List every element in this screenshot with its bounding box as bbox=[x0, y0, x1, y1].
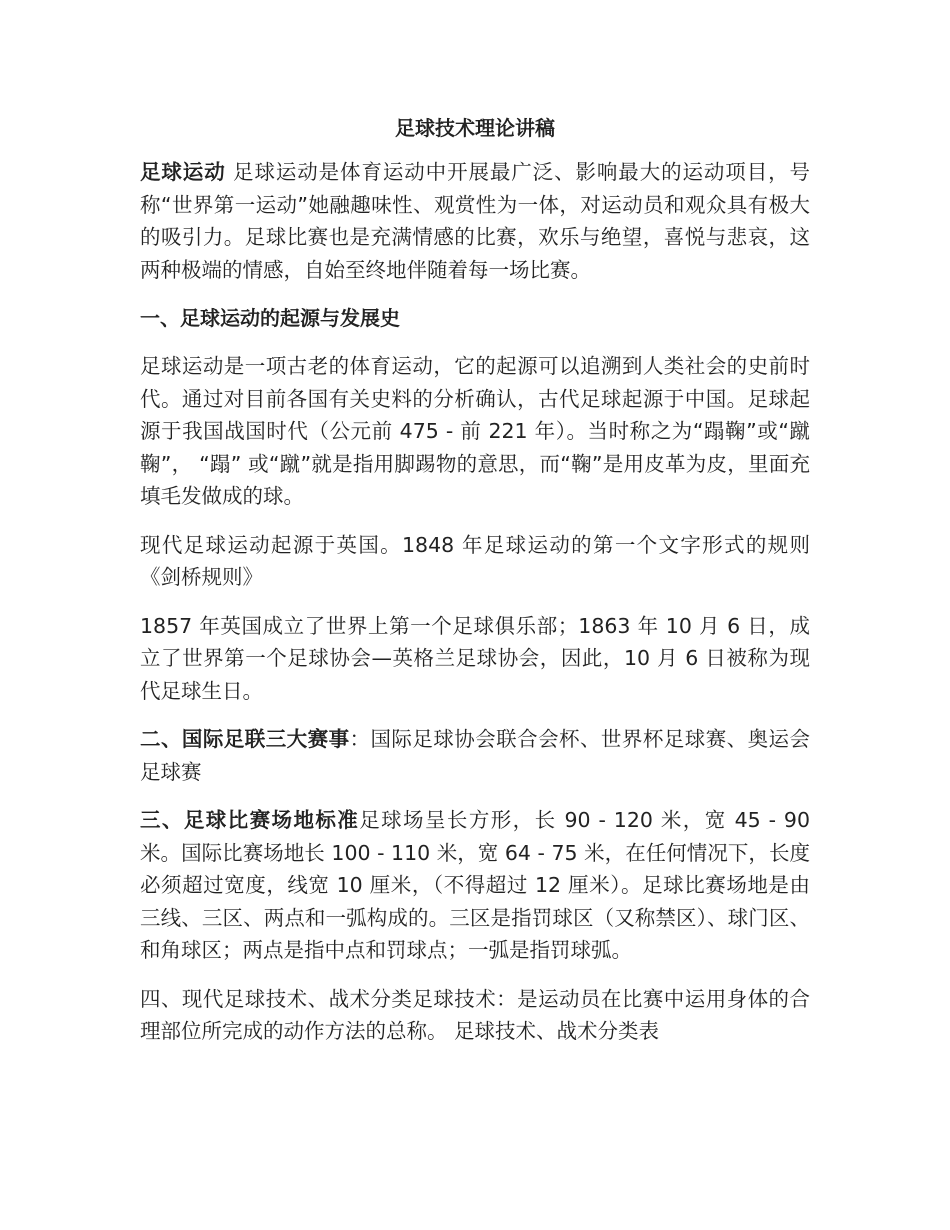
section1-heading: 一、足球运动的起源与发展史 bbox=[140, 306, 400, 330]
section4-paragraph: 四、现代足球技术、战术分类足球技术：是运动员在比赛中运用身体的合理部位所完成的动作方法的总称。 足球技术、战术分类表 bbox=[140, 986, 810, 1043]
document-title: 足球技术理论讲稿 bbox=[395, 116, 555, 140]
section2-paragraph bbox=[140, 723, 810, 788]
intro-text: 足球运动是体育运动中开展最广泛、影响最大的运动项目，号称“世界第一运动”她融趣味性、观赏性为一体，对运动员和观众具有极大的吸引力。足球比赛也是充满情感的比赛，欢乐与绝望，喜悦与悲哀，这两种极端的情感，自始至终地伴随着每一场比赛。 bbox=[140, 160, 811, 282]
section3-lead: 三、足球比赛场地标准 bbox=[140, 808, 360, 832]
section1-paragraph-club: 1857 年英国成立了世界上第一个足球俱乐部；1863 年 10 月 6 日，成立了世界第一个足球协会—英格兰足球协会，因此，10 月 6 日被称为现代足球生日。 bbox=[140, 613, 810, 703]
section2-lead: 二、国际足联三大赛事 bbox=[140, 727, 350, 751]
intro-lead: 足球运动 bbox=[140, 160, 226, 184]
document-page bbox=[140, 112, 810, 1064]
section1-paragraph-modern: 现代足球运动起源于英国。1848 年足球运动的第一个文字形式的规则《剑桥规则》 bbox=[140, 532, 810, 589]
section3-paragraph bbox=[140, 804, 810, 967]
intro-paragraph bbox=[140, 156, 810, 286]
section2-text: ：国际足球协会联合会杯、世界杯足球赛、奥运会足球赛 bbox=[140, 727, 810, 784]
section3-text: 足球场呈长方形，长 90 - 120 米，宽 45 - 90 米。国际比赛场地长 100 - 110 米，宽 64 - 75 米，在任何情况下，长度必须超过宽度，线宽 10 厘米，（不得超过 12 厘米）。足球比赛场地是由三线、三区、两点和一弧构成的。三区是指罚球区（又称禁区）、球门区、和角球区；两点是指中点和罚球点；一弧是指罚球弧。 bbox=[140, 808, 811, 962]
section1-paragraph-origin: 足球运动是一项古老的体育运动，它的起源可以追溯到人类社会的史前时代。通过对目前各国有关史料的分析确认，古代足球起源于中国。足球起源于我国战国时代（公元前 475 - 前 221 年）。当时称之为“蹋鞠”或“蹴鞠”， “蹋” 或“蹴”就是指用脚踢物的意思，而“鞠”是用皮革为皮，里面充填毛发做成的球。 bbox=[140, 354, 810, 508]
